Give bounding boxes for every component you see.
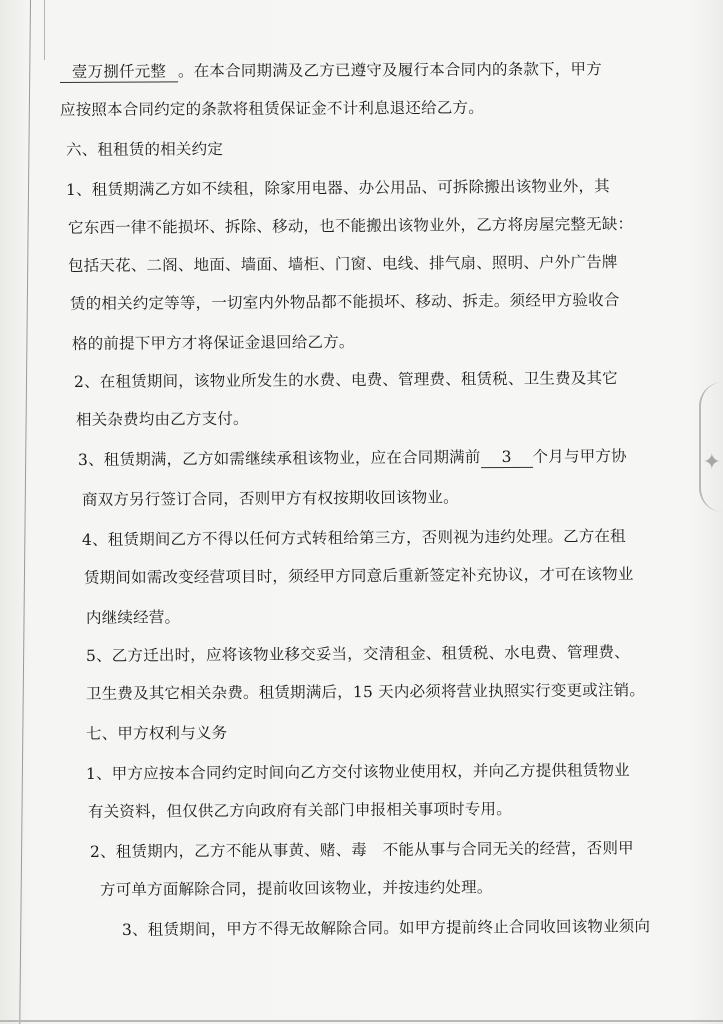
contract-line: 2、租赁期内，乙方不能从事黄、赌、毒 不能从事与合同无关的经营，否则甲 — [89, 839, 634, 861]
section-heading: 六、租租赁的相关约定 — [65, 140, 224, 159]
section-heading: 七、甲方权利与义务 — [85, 724, 228, 743]
partial-seal-stamp — [699, 382, 723, 512]
contract-line: 它东西一律不能损坏、拆除、移动，也不能搬出该物业外，乙方将房屋完整无缺： — [67, 215, 634, 237]
contract-line: 2、在租赁期间，该物业所发生的水费、电费、管理费、租赁税、卫生费及其它 — [73, 369, 618, 391]
contract-line: 商双方另行签订合同，否则甲方有权按期收回该物业。 — [81, 488, 459, 509]
line-text: 3、租赁期满，乙方如需继续承租该物业，应在合同期满前 — [77, 448, 481, 469]
contract-line — [60, 59, 602, 83]
contract-line: 3、租赁期间，甲方不得无故解除合同。如甲方提前终止合同收回该物业须向 — [121, 917, 651, 939]
seal-star-mark: ✦ — [702, 450, 721, 475]
contract-line: 赁期间如需改变经营项目时，须经甲方同意后重新签定补充协议，才可在该物业 — [83, 565, 634, 587]
contract-line: 4、租赁期间乙方不得以任何方式转租给第三方，否则视为违约处理。乙方在租 — [81, 527, 626, 549]
line-text: 。在本合同期满及乙方已遵守及履行本合同内的条款下，甲方 — [177, 60, 602, 81]
contract-line: 1、甲方应按本合同约定时间向乙方交付该物业使用权，并向乙方提供租赁物业 — [85, 761, 630, 783]
page-edge-mark — [44, 0, 45, 60]
contract-line: 包括天花、二阁、地面、墙面、墙柜、门窗、电线、排气扇、照明、户外广告牌 — [67, 253, 618, 275]
contract-line: 方可单方面解除合同，提前收回该物业，并按违约处理。 — [99, 878, 493, 899]
contract-line: 1、租赁期满乙方如不续租，除家用电器、办公用品、可拆除搬出该物业外，其 — [65, 177, 610, 199]
contract-line: 内继续经营。 — [85, 608, 181, 627]
page-bottom-edge — [0, 1020, 723, 1022]
contract-line — [78, 446, 627, 471]
page-edge-line — [19, 0, 31, 1024]
contract-line: 相关杂费均由乙方支付。 — [75, 409, 249, 429]
line-text: 个月与甲方协 — [532, 447, 627, 466]
contract-line: 卫生费及其它相关杂费。租赁期满后，15 天内必须将营业执照实行变更或注销。 — [85, 681, 646, 703]
renewal-notice-months-field: 3 — [480, 447, 532, 468]
contract-line: 应按照本合同约定的条款将租赁保证金不计利息退还给乙方。 — [59, 98, 484, 119]
deposit-amount-field: 壹万捌仟元整 — [60, 61, 178, 83]
contract-line: 有关资料，但仅供乙方向政府有关部门申报相关事项时专用。 — [87, 800, 512, 821]
contract-line: 赁的相关约定等等，一切室内外物品都不能损坏、移动、拆走。须经甲方验收合 — [69, 291, 620, 313]
contract-line: 格的前提下甲方才将保证金退回给乙方。 — [71, 333, 355, 353]
contract-line: 5、乙方迁出时，应将该物业移交妥当，交清租金、租赁税、水电费、管理费、 — [85, 643, 630, 665]
